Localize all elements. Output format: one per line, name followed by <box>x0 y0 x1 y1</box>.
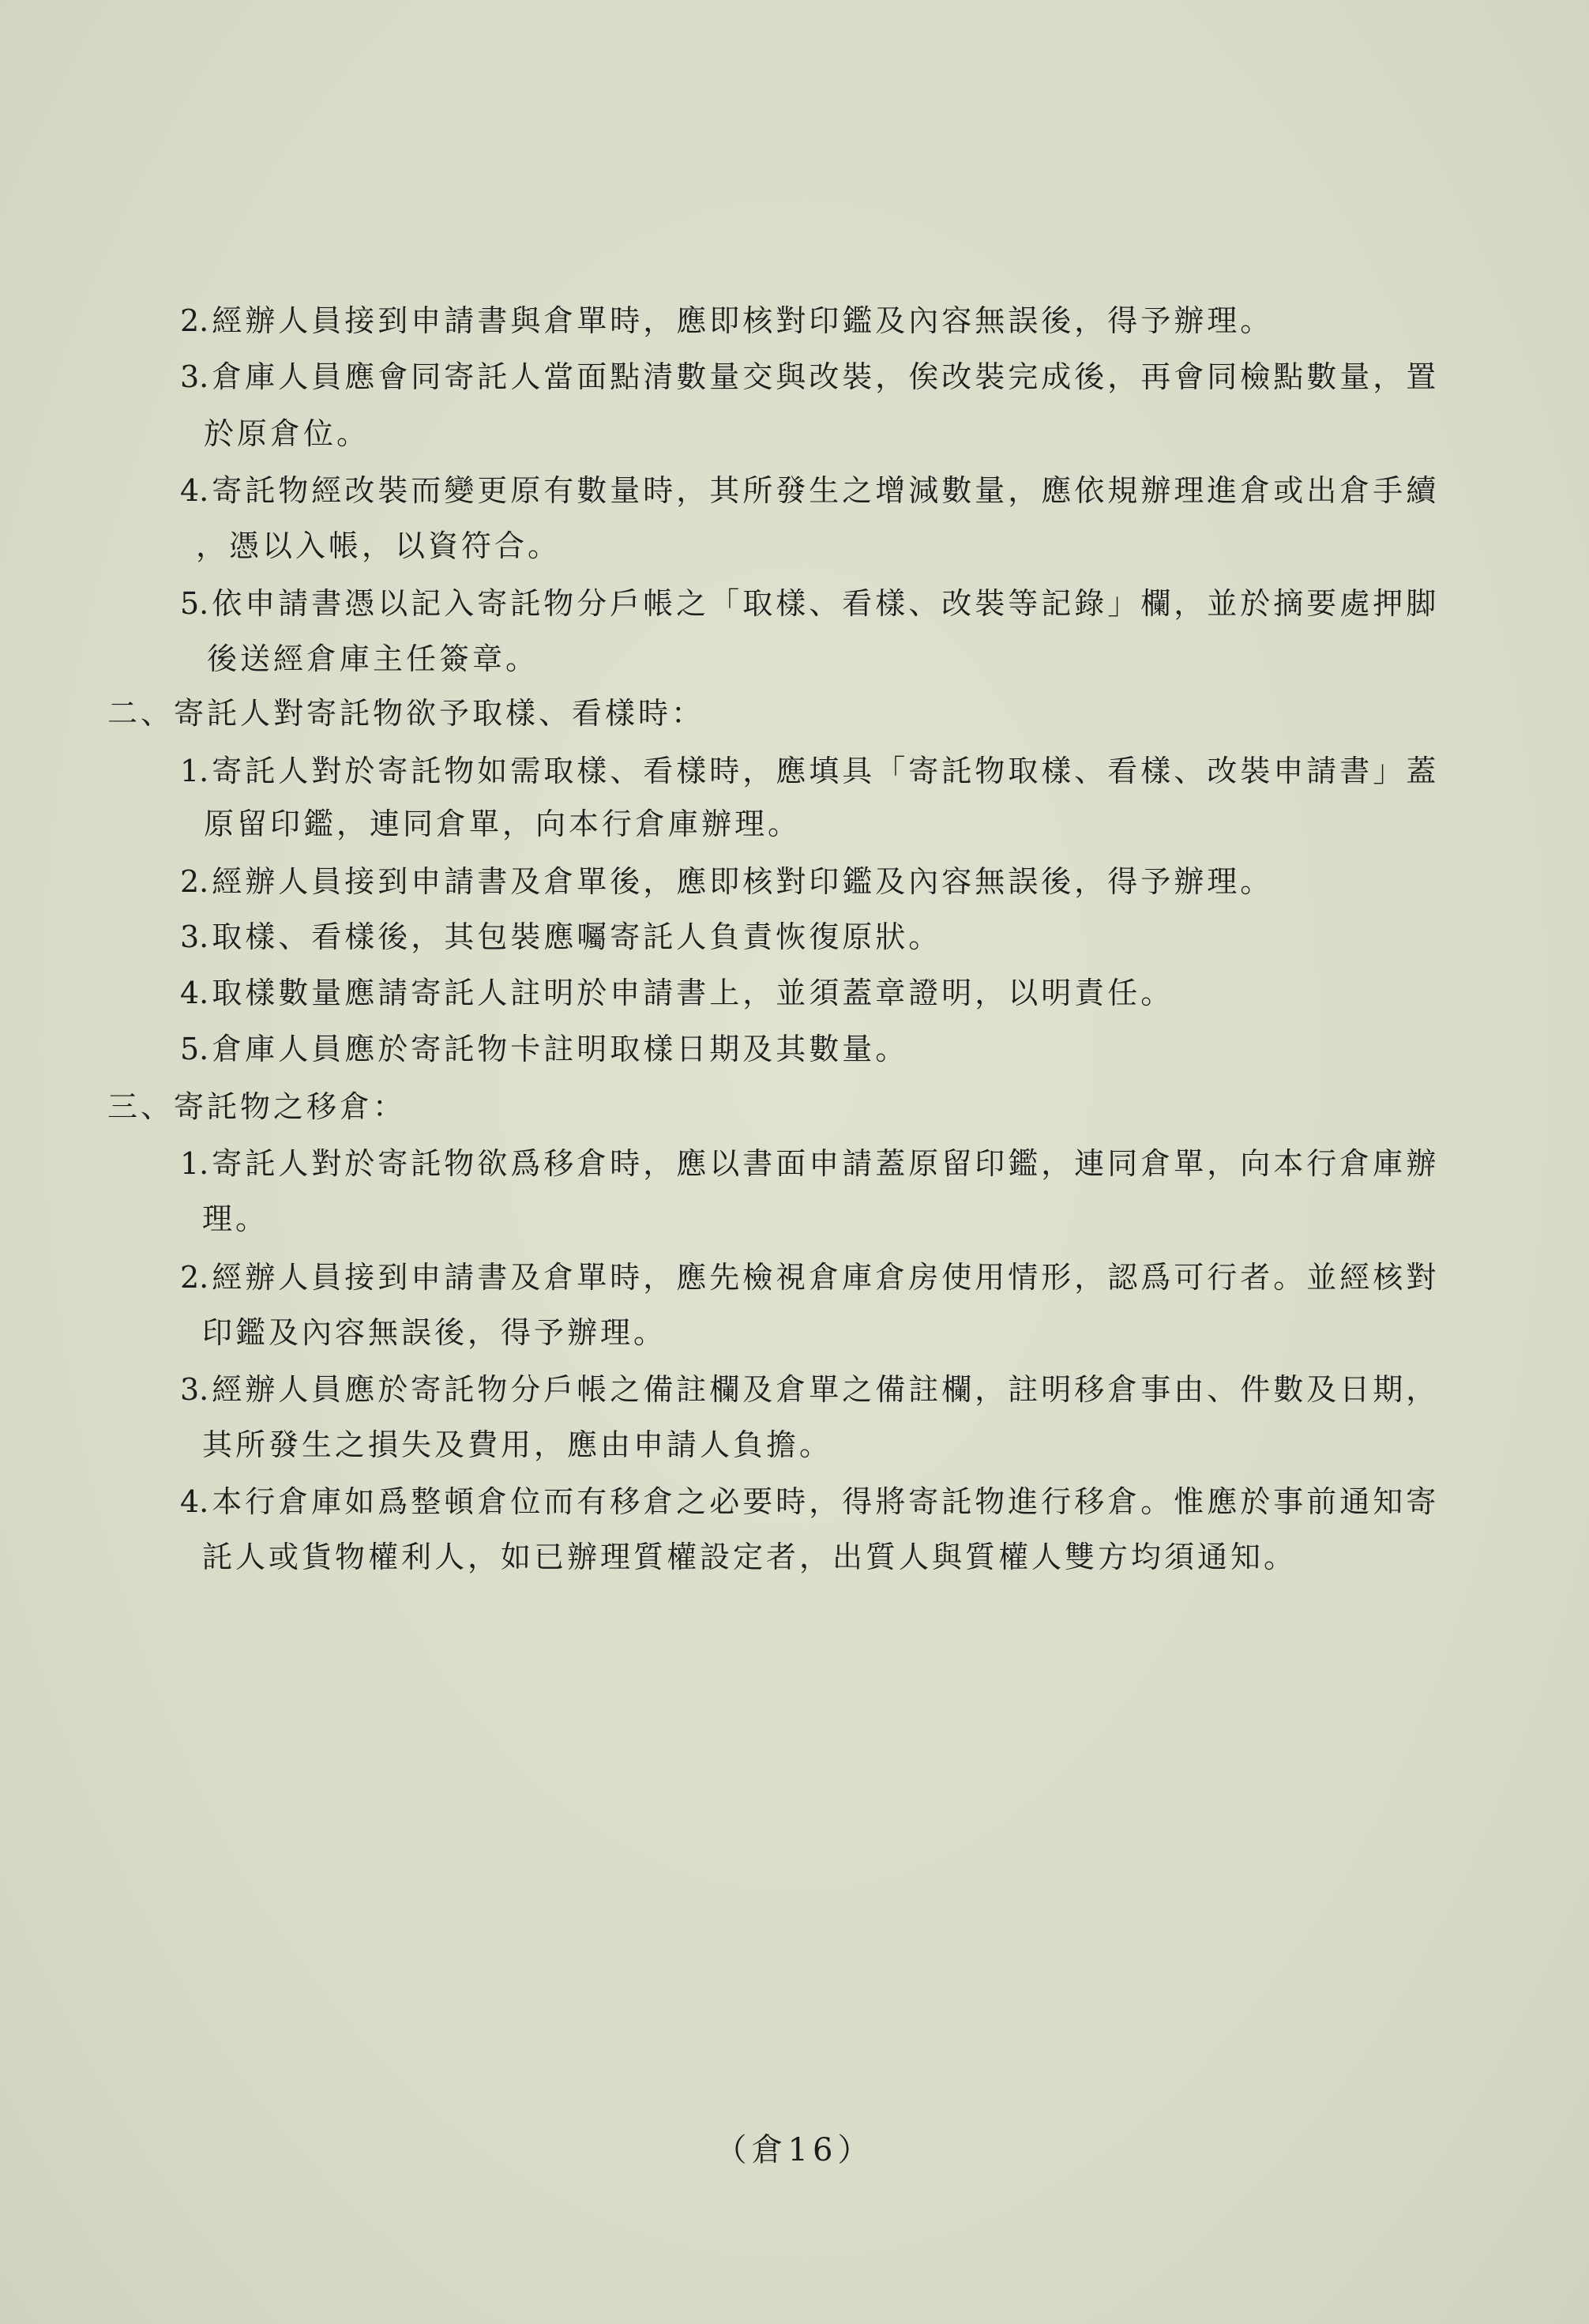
s3-item-4-line-1: 4. 本行倉庫如爲整頓倉位而有移倉之必要時，得將寄託物進行移倉。惟應於事前通知寄 <box>180 1484 1440 1519</box>
item-number: 5. <box>180 586 209 621</box>
s2-item-3-line-1: 3. 取樣、看樣後，其包裝應囑寄託人負責恢復原狀。 <box>180 919 942 954</box>
s3-item-1-line-2: 理。 <box>202 1201 269 1236</box>
item-number: 4. <box>180 1484 209 1519</box>
item-4-line-1: 4. 寄託物經改裝而變更原有數量時，其所發生之增減數量，應依規辦理進倉或出倉手續 <box>180 473 1440 508</box>
page-number: （倉16） <box>715 2132 874 2168</box>
item-number: 2. <box>180 864 209 899</box>
item-number: 2. <box>180 303 209 338</box>
item-2-line-1: 2. 經辦人員接到申請書與倉單時，應即核對印鑑及內容無誤後，得予辦理。 <box>180 303 1274 338</box>
item-5-line-2: 後送經倉庫主任簽章。 <box>207 641 539 676</box>
s3-item-2-line-2: 印鑑及內容無誤後，得予辦理。 <box>202 1315 667 1350</box>
s2-item-5-line-1: 5. 倉庫人員應於寄託物卡註明取樣日期及其數量。 <box>180 1032 909 1066</box>
item-number: 4. <box>180 976 209 1010</box>
item-3-line-2: 於原倉位。 <box>204 416 370 451</box>
item-5-line-1: 5. 依申請書憑以記入寄託物分戶帳之「取樣、看樣、改裝等記錄」欄，並於摘要處押脚 <box>180 586 1440 621</box>
s3-item-4-line-2: 託人或貨物權利人，如已辦理質權設定者，出質人與質權人雙方均須通知。 <box>202 1540 1298 1574</box>
item-number: 5. <box>180 1032 209 1066</box>
item-number: 3. <box>180 1372 209 1407</box>
s3-item-2-line-1: 2. 經辦人員接到申請書及倉單時，應先檢視倉庫倉房使用情形，認爲可行者。並經核對 <box>180 1260 1440 1295</box>
item-number: 3. <box>180 359 209 394</box>
item-4-line-2: ，憑以入帳，以資符合。 <box>196 528 562 563</box>
item-number: 4. <box>180 473 209 508</box>
s3-item-3-line-1: 3. 經辦人員應於寄託物分戶帳之備註欄及倉單之備註欄，註明移倉事由、件數及日期， <box>180 1372 1440 1407</box>
item-number: 1. <box>180 1146 209 1181</box>
item-number: 3. <box>180 919 209 954</box>
item-number: 1. <box>180 754 209 788</box>
s3-item-1-line-1: 1. 寄託人對於寄託物欲爲移倉時，應以書面申請蓋原留印鑑，連同倉單，向本行倉庫辦 <box>180 1146 1440 1181</box>
section-3-heading: 三、寄託物之移倉： <box>107 1089 407 1124</box>
s2-item-4-line-1: 4. 取樣數量應請寄託人註明於申請書上，並須蓋章證明，以明責任。 <box>180 976 1174 1010</box>
item-3-line-1: 3. 倉庫人員應會同寄託人當面點清數量交與改裝，俟改裝完成後，再會同檢點數量，置 <box>180 359 1440 394</box>
item-number: 2. <box>180 1260 209 1295</box>
s2-item-2-line-1: 2. 經辦人員接到申請書及倉單後，應即核對印鑑及內容無誤後，得予辦理。 <box>180 864 1274 899</box>
s3-item-3-line-2: 其所發生之損失及費用，應由申請人負擔。 <box>202 1427 833 1462</box>
s2-item-1-line-1: 1. 寄託人對於寄託物如需取樣、看樣時，應填具「寄託物取樣、看樣、改裝申請書」蓋 <box>180 754 1440 788</box>
section-2-heading: 二、寄託人對寄託物欲予取樣、看樣時： <box>107 696 705 731</box>
s2-item-1-line-2: 原留印鑑，連同倉單，向本行倉庫辦理。 <box>204 807 802 841</box>
